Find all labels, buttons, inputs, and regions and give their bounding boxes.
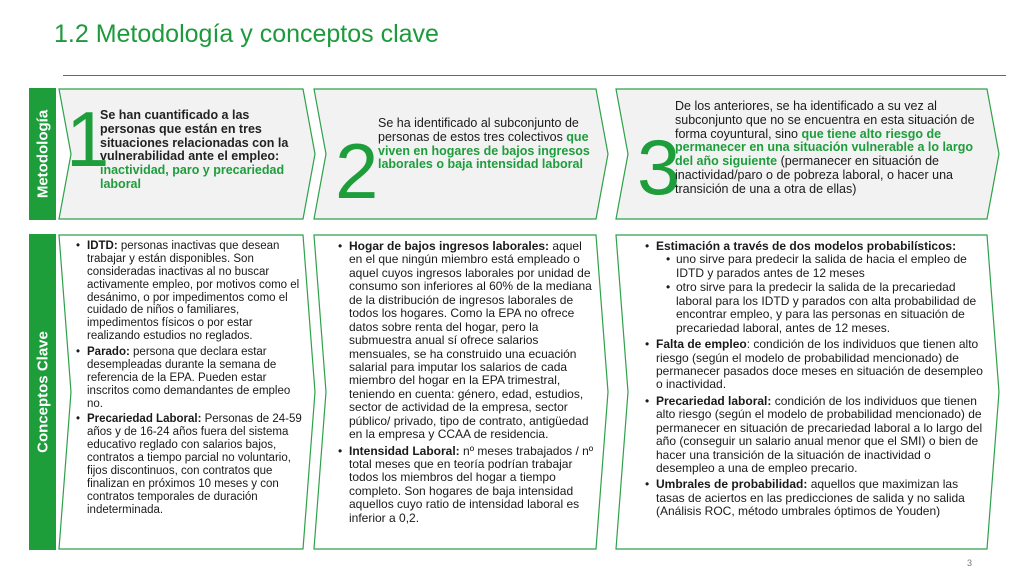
step-number-2: 2	[335, 127, 379, 215]
concepts-panel-2	[313, 234, 609, 550]
concept-term: Intensidad Laboral:	[349, 443, 460, 458]
concept-term: Estimación a través de dos modelos probabilísticos:	[656, 239, 957, 253]
concept-term: Hogar de bajos ingresos laborales:	[349, 239, 550, 253]
concept-term: Umbrales de probabilidad:	[656, 477, 808, 492]
sub-list-item: • uno sirve para predecir la salida de hacia el empleo de IDTD y parados antes de 12 meses	[666, 253, 990, 280]
list-item	[645, 240, 990, 335]
concepts-panel-3	[615, 234, 1000, 550]
concept-term: Precariedad laboral:	[656, 393, 772, 408]
concept-desc: Personas de 24-59 años y de 16-24 años fuera del sistema educativo reglado con salarios bajos, contratos a tiempo parcial no voluntario, fijos discontinuos, con contratos que finalizan en próximos 10 meses y con contratos temporales de duración indeterminada.	[87, 413, 302, 516]
concepts-panel-1-content	[76, 240, 304, 519]
step-chevron-1	[58, 88, 316, 220]
concepts-panel-3-content	[645, 240, 990, 522]
step-text-2-intro: Se ha identificado al subconjunto de personas de estos tres colectivos	[378, 116, 579, 144]
list-item	[645, 395, 990, 476]
step-text-1-intro: Se han cuantificado a las personas que están en tres situaciones relacionadas con la vulnerabilidad ante el empleo:	[100, 108, 289, 164]
concept-desc: condición de los individuos que tienen alto riesgo (según el modelo de probabilidad mencionado) de permanecer en situación de precariedad laboral a lo largo del año (conseguir un salario anual menor que el SMI) o bien de hacer una transición de la situación de inactividad o desempleo a una de empleo precario.	[656, 393, 983, 475]
side-tab-conceptos-label: Conceptos Clave	[34, 331, 51, 453]
list-item	[76, 346, 304, 410]
step-chevron-3	[615, 88, 1000, 220]
step-text-1-highlight: inactividad, paro y precariedad laboral	[100, 163, 285, 191]
concept-term: IDTD:	[87, 240, 118, 252]
step-text-2	[378, 117, 603, 172]
list-item	[645, 338, 990, 392]
list-item	[76, 240, 304, 343]
step-text-2-highlight: que viven en hogares de bajos ingresos laborales o baja intensidad laboral	[378, 129, 590, 172]
step-text-3-outro: (permanecer en situación de inactividad/paro o de pobreza laboral, o hacer una transición de una a otra de ellas)	[675, 154, 953, 196]
step-chevron-2	[313, 88, 609, 220]
estimation-sublist	[666, 253, 990, 335]
slide-title: 1.2 Metodología y conceptos clave	[54, 20, 439, 48]
concepts-list-2	[338, 240, 598, 525]
list-item	[76, 413, 304, 516]
side-tab-metodologia	[29, 88, 56, 220]
concepts-panel-2-content	[338, 240, 598, 528]
concept-desc: aquel en el que ningún miembro está empleado o aquel cuyos ingresos laborales por unidad de consumo son inferiores al 60% de la mediana de la distribución de ingresos laborales de todos los hogares. Como la EPA no ofrece datos sobre renta del hogar, pero la submuestra anual sí ofrece salarios mensuales, se ha construido una ecuación salarial para imputar los salarios de cada miembro del hogar en la EPA trimestral, teniendo en cuenta: género, edad, estudios, sector de actividad de la empresa, sector público/ privado, tipo de contrato, antigüedad en la empresa y CCAA de residencia.	[349, 239, 592, 442]
list-item	[645, 478, 990, 518]
title-divider	[63, 75, 1006, 76]
list-item	[338, 240, 598, 442]
concept-desc: persona que declara estar desempleadas durante la semana de referencia de la EPA. Pueden estar inscritos como demandantes de empleo no.	[87, 346, 291, 410]
concept-desc: : condición de los individuos que tienen alto riesgo (según el modelo de probabilidad mencionado) de permanecer pasados doce meses en situación de desempleo o inactividad.	[656, 337, 983, 392]
side-tab-metodologia-label: Metodología	[34, 109, 51, 199]
step-text-3-highlight: que tiene alto riesgo de permanecer en una situación vulnerable a lo largo del año siguiente	[675, 126, 974, 168]
side-tab-conceptos	[29, 234, 56, 550]
step-number-1: 1	[66, 95, 110, 183]
sub-list-item: • otro sirve para la predecir la salida de la precariedad laboral para los IDTD y parados con alta probabilidad de encontrar empleo, y para las personas en situación de precariedad laboral, antes de 12 meses.	[666, 281, 990, 335]
step-text-3	[675, 100, 993, 196]
step-number-3: 3	[637, 123, 681, 211]
concept-desc: personas inactivas que desean trabajar y están disponibles. Son consideradas inactivas al no buscar activamente empleo, por motivos como el desánimo, o por impedimentos como el cuidado de niños o familiares, impedimentos físicos o por estar realizando estudios no reglados.	[87, 240, 300, 343]
step-text-3-intro: De los anteriores, se ha identificado a su vez al subconjunto que no se encuentra en esta situación de forma coyuntural, sino	[675, 99, 975, 141]
concept-term: Precariedad Laboral:	[87, 413, 202, 426]
concepts-list-3	[645, 240, 990, 519]
list-item	[338, 445, 598, 526]
concept-desc: aquellos que maximizan las tasas de aciertos en las predicciones de salida y no salida (Análisis ROC, método umbrales óptimos de Youden)	[656, 477, 965, 519]
concepts-list-1	[76, 240, 304, 516]
concept-term: Falta de empleo	[656, 337, 747, 352]
page-number: 3	[966, 558, 972, 568]
concept-desc: nº meses trabajados / nº total meses que en teoría podrían trabajar todos los miembros del hogar a tiempo completo. Son hogares de baja intensidad aquellos cuyo ratio de intensidad laboral es inferior a 0,2.	[349, 443, 594, 525]
concept-term: Parado:	[87, 346, 130, 358]
step-text-1	[100, 109, 290, 192]
concepts-panel-1	[58, 234, 316, 550]
